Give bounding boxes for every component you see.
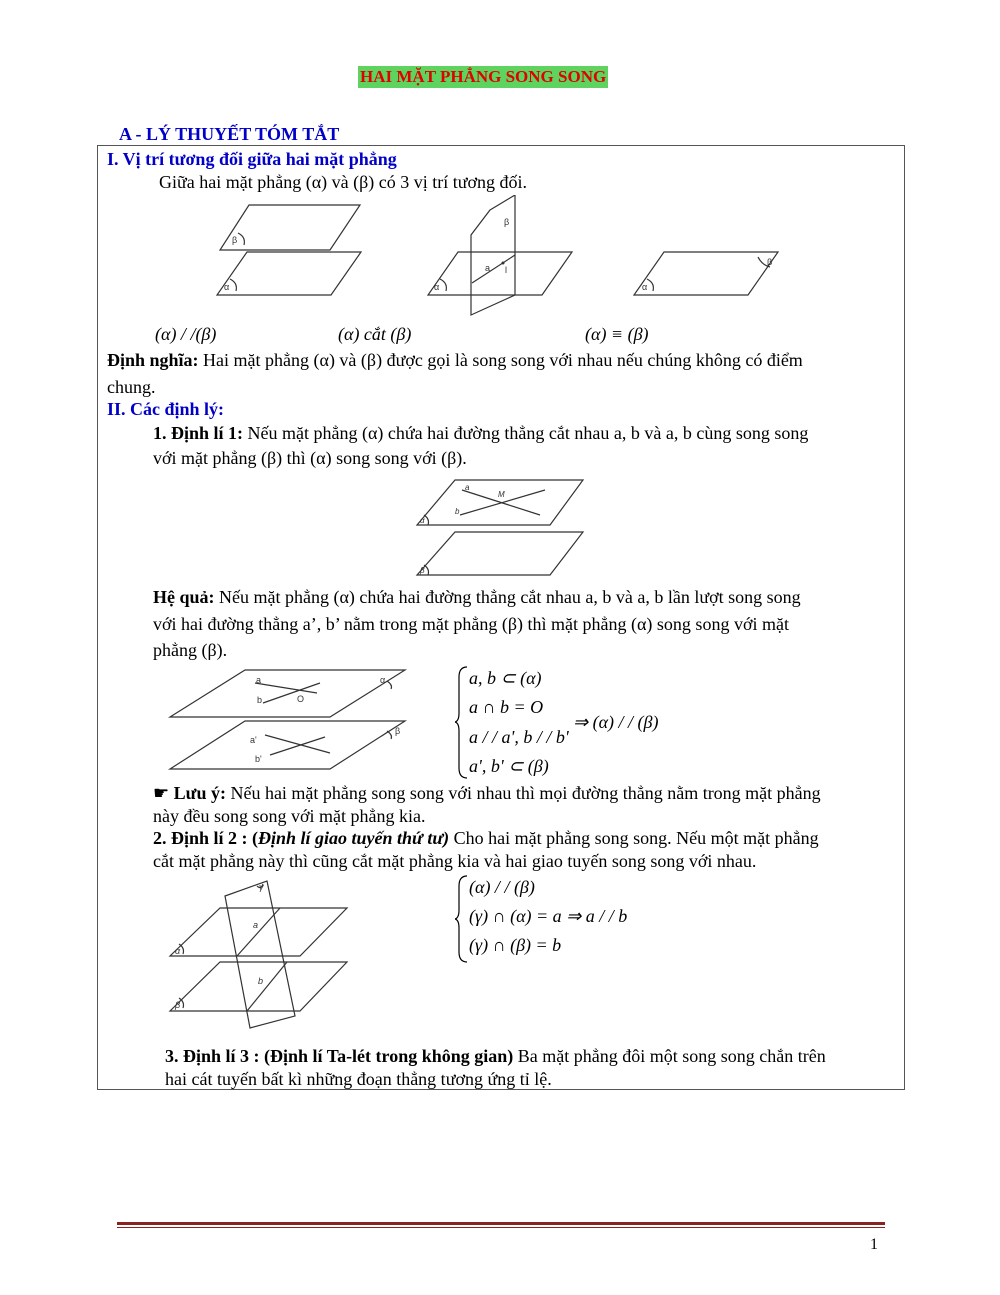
- note: [153, 783, 821, 804]
- theorem-1: [153, 423, 808, 444]
- cor-b-label: b: [257, 695, 263, 705]
- theorem-1-text: Nếu mặt phẳng (α) chứa hai đường thẳng cắt nhau a, b và a, b cùng song song: [243, 423, 809, 443]
- fig2-a-label: a: [485, 263, 491, 273]
- t2-sys-line-2: (γ) ∩ (α) = a ⇒ a / / b: [469, 906, 628, 926]
- cor-bprime-label: b': [255, 754, 262, 764]
- note-label: Lưu ý:: [173, 783, 226, 803]
- t2-alpha-label: α: [175, 946, 181, 956]
- definition: [107, 350, 803, 371]
- note-hand-icon: ☛: [153, 783, 170, 803]
- t2-b-label: b: [258, 976, 264, 986]
- theorem-2-text-cont: cắt mặt phẳng này thì cũng cắt mặt phẳng kia và hai giao tuyến song song với nhau.: [153, 851, 757, 871]
- page-number: 1: [870, 1236, 878, 1253]
- t1-a-label: a: [465, 483, 470, 492]
- fig-label-parallel: (α) / /(β): [155, 324, 217, 344]
- theorem-2-brace: [455, 874, 469, 964]
- section-1-intro: Giữa hai mặt phẳng (α) và (β) có 3 vị trí tương đối.: [159, 172, 528, 192]
- fig-label-coincide: (α) ≡ (β): [585, 324, 649, 344]
- corollary: [153, 587, 801, 608]
- note-text-cont: này đều song song với mặt phẳng kia.: [153, 806, 426, 826]
- t1-b-label: b: [455, 507, 460, 516]
- cor-sys-result: ⇒ (α) / / (β): [573, 712, 659, 732]
- corollary-label: Hệ quả:: [153, 587, 215, 607]
- page-title: HAI MẶT PHẲNG SONG SONG: [360, 67, 607, 86]
- fig2-l-label: l: [505, 265, 507, 275]
- corollary-brace: [455, 665, 469, 780]
- t2-beta-label: β: [175, 1000, 181, 1010]
- cor-sys-line-3: a / / a', b / / b': [469, 727, 569, 747]
- theorem-1-label: 1. Định lí 1:: [153, 423, 244, 443]
- theorem-1-text-cont: với mặt phẳng (β) thì (α) song song với (β).: [153, 448, 467, 468]
- t2-sys-line-3: (γ) ∩ (β) = b: [469, 935, 562, 955]
- footer-rule: [117, 1222, 885, 1225]
- fig3-beta-label: β: [767, 257, 773, 267]
- fig3-alpha-label: α: [642, 282, 648, 292]
- definition-text-cont: chung.: [107, 377, 156, 397]
- theorem-3-text: Ba mặt phẳng đôi một song song chắn trên: [513, 1046, 826, 1066]
- t1-alpha-label: α: [420, 516, 425, 525]
- cor-aprime-label: a': [250, 735, 257, 745]
- definition-text: Hai mặt phẳng (α) và (β) được gọi là song song với nhau nếu chúng không có điểm: [198, 350, 803, 370]
- corollary-text-2: với hai đường thẳng a’, b’ nằm trong mặt phẳng (β) thì mặt phẳng (α) song song với mặt: [153, 614, 789, 634]
- fig2-beta-label: β: [504, 217, 510, 227]
- theorem-3-label: 3. Định lí 3 : (Định lí Ta-lét trong không gian): [165, 1046, 514, 1066]
- footer-rule-thin: [117, 1227, 885, 1228]
- t2-a-label: a: [253, 920, 259, 930]
- t2-sys-line-1: (α) / / (β): [469, 877, 535, 897]
- relative-positions-figure: [200, 195, 800, 320]
- theorem-2-text: Cho hai mặt phẳng song song. Nếu một mặt phẳng: [449, 828, 819, 848]
- fig-label-intersect: (α) cắt (β): [338, 324, 412, 344]
- theorem-3-text-cont: hai cát tuyến bất kì những đoạn thẳng tương ứng tỉ lệ.: [165, 1069, 552, 1089]
- corollary-figure: [165, 665, 425, 775]
- t2-gamma-label: γ: [259, 882, 264, 892]
- definition-label: Định nghĩa:: [107, 350, 199, 370]
- fig1-beta-label: β: [232, 235, 238, 245]
- section-a-heading: A - LÝ THUYẾT TÓM TẮT: [119, 124, 340, 144]
- fig1-alpha-label: α: [224, 282, 230, 292]
- theorem-2-figure: [165, 876, 350, 1036]
- theorem-1-figure: [410, 475, 600, 580]
- section-1-heading: I. Vị trí tương đối giữa hai mặt phẳng: [107, 149, 397, 169]
- theorem-2: [153, 828, 819, 849]
- theorem-2-label: 2. Định lí 2 : (: [153, 828, 259, 848]
- t1-beta-label: β: [420, 566, 425, 575]
- fig2-alpha-label: α: [434, 282, 440, 292]
- t1-M-label: M: [498, 490, 505, 499]
- cor-sys-line-2: a ∩ b = O: [469, 697, 544, 717]
- cor-beta-label: β: [395, 726, 401, 736]
- corollary-text: Nếu mặt phẳng (α) chứa hai đường thẳng cắt nhau a, b và a, b lần lượt song song: [214, 587, 801, 607]
- cor-O-label: O: [297, 694, 305, 704]
- section-2-heading: II. Các định lý:: [107, 399, 225, 419]
- theorem-2-italic: Định lí giao tuyến thứ tư): [258, 828, 450, 848]
- note-text: Nếu hai mặt phẳng song song với nhau thì mọi đường thẳng nằm trong mặt phẳng: [225, 783, 821, 803]
- corollary-text-3: phẳng (β).: [153, 640, 228, 660]
- cor-a-label: a: [256, 675, 262, 685]
- theorem-3: [165, 1046, 826, 1067]
- cor-sys-line-4: a', b' ⊂ (β): [469, 756, 549, 776]
- cor-alpha-label: α: [380, 675, 386, 685]
- cor-sys-line-1: a, b ⊂ (α): [469, 668, 542, 688]
